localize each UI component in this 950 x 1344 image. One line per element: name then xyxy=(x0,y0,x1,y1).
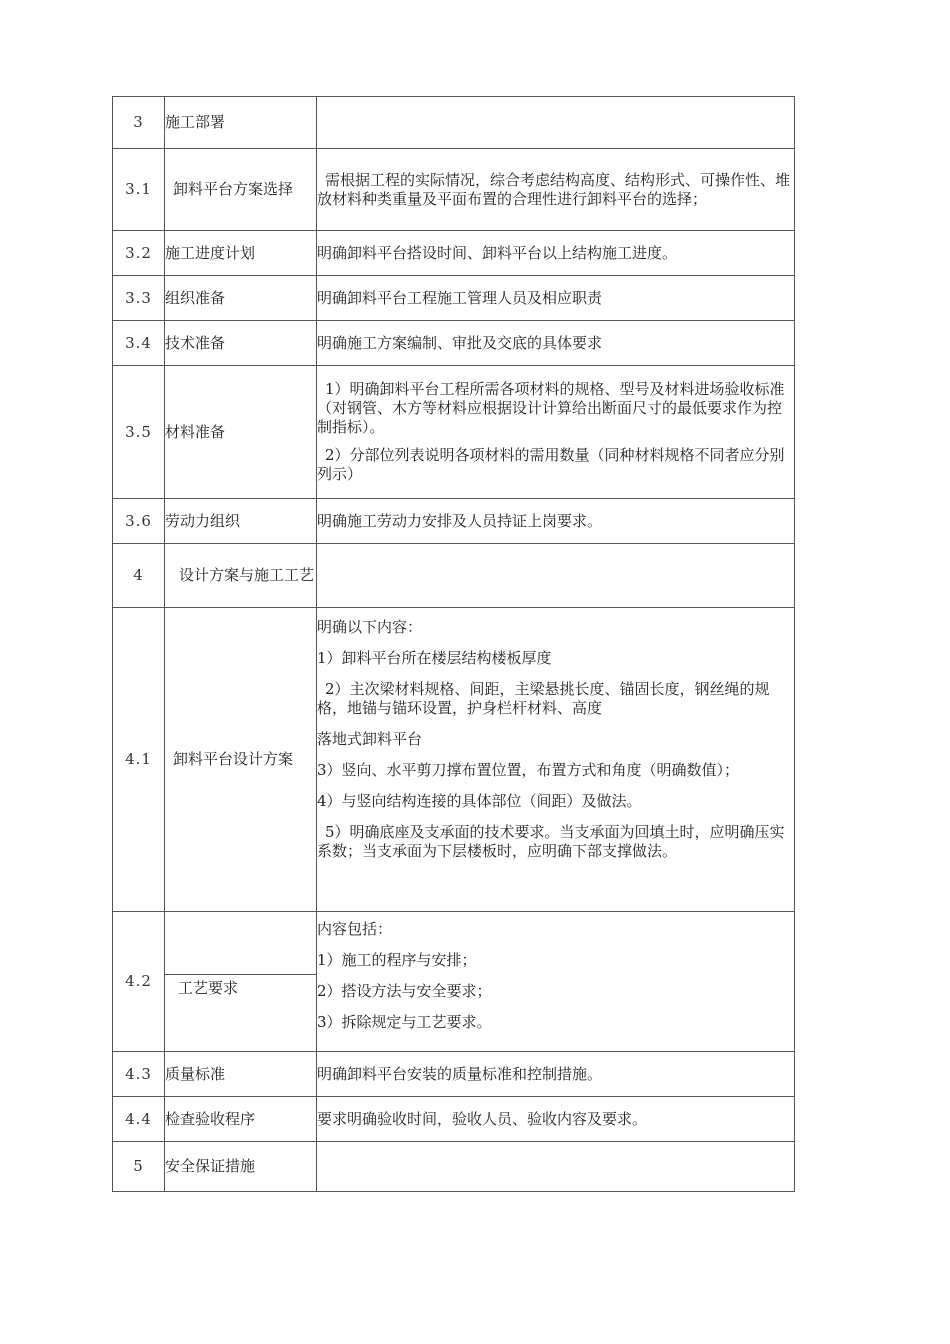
row-item: 组织准备 xyxy=(165,276,317,321)
row-description xyxy=(317,1052,795,1097)
desc-line: 明确以下内容： xyxy=(317,618,423,636)
table-row xyxy=(113,1097,795,1142)
row-number: 4 xyxy=(113,544,165,608)
desc-line: 1）施工的程序与安排； xyxy=(317,951,477,969)
row-description xyxy=(317,321,795,366)
row-description xyxy=(317,276,795,321)
row-item: 技术准备 xyxy=(165,321,317,366)
desc-line: 2）搭设方法与安全要求； xyxy=(317,982,492,1000)
row-description xyxy=(317,97,795,149)
row-number: 3.5 xyxy=(113,366,165,499)
row-item: 劳动力组织 xyxy=(165,499,317,544)
row-item: 卸料平台设计方案 xyxy=(165,608,317,912)
desc-line: 明确卸料平台安装的质量标准和控制措施。 xyxy=(317,1064,603,1083)
row-number: 3.6 xyxy=(113,499,165,544)
row-description xyxy=(317,608,795,912)
desc-line: 3）拆除规定与工艺要求。 xyxy=(317,1013,492,1031)
row-item: 设计方案与施工工艺 xyxy=(165,544,317,608)
row-item: 检查验收程序 xyxy=(165,1097,317,1142)
desc-line: 2）主次梁材料规格、间距，主梁悬挑长度、锚固长度，钢丝绳的规格，地锚与锚环设置，护身栏杆材料、高度 xyxy=(317,680,770,717)
row-number: 4.2 xyxy=(113,912,165,1052)
table-row xyxy=(113,912,795,1052)
desc-line: 3）竖向、水平剪刀撑布置位置，布置方式和角度（明确数值）； xyxy=(317,761,740,779)
row-number: 3.4 xyxy=(113,321,165,366)
row-number: 3 xyxy=(113,97,165,149)
row-item: 工艺要求 xyxy=(178,979,239,997)
row-number: 4.3 xyxy=(113,1052,165,1097)
desc-line: 4）与竖向结构连接的具体部位（间距）及做法。 xyxy=(317,792,642,810)
table-row xyxy=(113,97,795,149)
row-item-cell xyxy=(165,912,317,1052)
row-item: 材料准备 xyxy=(165,366,317,499)
row-description xyxy=(317,499,795,544)
desc-line: 5）明确底座及支承面的技术要求。当支承面为回填土时，应明确压实系数；当支承面为下层楼板时，应明确下部支撑做法。 xyxy=(317,823,785,860)
desc-line: 2）分部位列表说明各项材料的需用数量（同种材料规格不同者应分别列示） xyxy=(317,446,785,483)
spec-table xyxy=(112,96,795,1192)
row-number: 5 xyxy=(113,1142,165,1192)
desc-line: 明确卸料平台工程施工管理人员及相应职责 xyxy=(317,288,603,307)
table-row xyxy=(113,544,795,608)
row-number: 4.4 xyxy=(113,1097,165,1142)
row-description xyxy=(317,1142,795,1192)
row-description xyxy=(317,912,795,1052)
row-item: 质量标准 xyxy=(165,1052,317,1097)
table-row xyxy=(113,366,795,499)
row-number: 3.1 xyxy=(113,149,165,231)
desc-line: 要求明确验收时间，验收人员、验收内容及要求。 xyxy=(317,1109,648,1128)
desc-line: 内容包括： xyxy=(317,920,393,938)
desc-line: 落地式卸料平台 xyxy=(317,730,423,748)
desc-line: 明确卸料平台搭设时间、卸料平台以上结构施工进度。 xyxy=(317,243,678,262)
row-number: 3.2 xyxy=(113,231,165,276)
table-row xyxy=(113,608,795,912)
row-number: 4.1 xyxy=(113,608,165,912)
desc-line: 1）明确卸料平台工程所需各项材料的规格、型号及材料进场验收标准（对钢管、木方等材料应根据设计计算给出断面尺寸的最低要求作为控制指标）。 xyxy=(317,380,785,436)
desc-line: 明确施工方案编制、审批及交底的具体要求 xyxy=(317,333,603,352)
table-row xyxy=(113,149,795,231)
desc-line: 1）卸料平台所在楼层结构楼板厚度 xyxy=(317,649,552,667)
desc-line: 明确施工劳动力安排及人员持证上岗要求。 xyxy=(317,511,603,530)
table-row xyxy=(113,1142,795,1192)
table-row xyxy=(113,276,795,321)
row-number: 3.3 xyxy=(113,276,165,321)
table-row xyxy=(113,499,795,544)
row-description xyxy=(317,366,795,499)
cell-divider xyxy=(165,912,316,975)
table-row xyxy=(113,321,795,366)
table-row xyxy=(113,231,795,276)
row-description xyxy=(317,149,795,231)
row-item: 施工进度计划 xyxy=(165,231,317,276)
table-row xyxy=(113,1052,795,1097)
row-item: 卸料平台方案选择 xyxy=(165,149,317,231)
row-item: 施工部署 xyxy=(165,97,317,149)
row-description xyxy=(317,1097,795,1142)
row-description xyxy=(317,544,795,608)
row-item: 安全保证措施 xyxy=(165,1142,317,1192)
row-description xyxy=(317,231,795,276)
desc-line: 需根据工程的实际情况，综合考虑结构高度、结构形式、可操作性、堆放材料种类重量及平面布置的合理性进行卸料平台的选择； xyxy=(317,170,791,208)
